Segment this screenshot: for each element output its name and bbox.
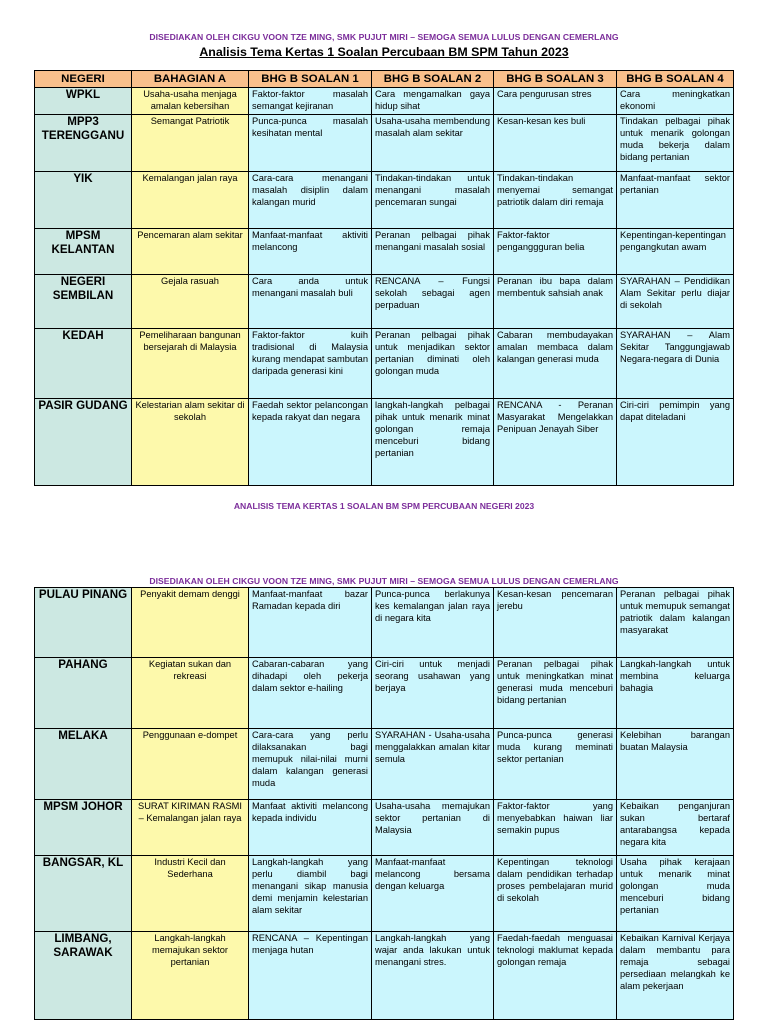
cell-negeri: MPSM KELANTAN xyxy=(35,229,132,275)
cell-negeri: PAHANG xyxy=(35,658,132,729)
cell-soalan-1: Faktor-faktor kuih tradisional di Malaysia kurang mendapat sambutan daripada generasi kini xyxy=(249,329,372,399)
cell-soalan-2: SYARAHAN - Usaha-usaha menggalakkan amalan kitar semula xyxy=(372,729,494,800)
cell-soalan-3: Peranan pelbagai pihak untuk meningkatkan minat generasi muda menceburi bidang pertanian xyxy=(494,658,617,729)
table-row xyxy=(35,729,734,800)
cell-soalan-3: Cabaran membudayakan amalan membaca dalam kalangan generasi muda xyxy=(494,329,617,399)
cell-bahagian-a: SURAT KIRIMAN RASMI – Kemalangan jalan raya xyxy=(132,800,249,856)
table-row xyxy=(35,856,734,932)
cell-soalan-3: Faedah-faedah menguasai teknologi maklumat kepada golongan remaja xyxy=(494,932,617,1020)
cell-negeri: PASIR GUDANG xyxy=(35,399,132,486)
header-bhg-b-soalan-1: BHG B SOALAN 1 xyxy=(249,71,372,88)
cell-soalan-3: RENCANA - Peranan Masyarakat Mengelakkan Penipuan Jenayah Siber xyxy=(494,399,617,486)
header-bhg-b-soalan-4: BHG B SOALAN 4 xyxy=(617,71,734,88)
table-row xyxy=(35,172,734,229)
cell-soalan-4: Tindakan pelbagai pihak untuk menarik golongan muda bekerja dalam bidang pertanian xyxy=(617,115,734,172)
cell-soalan-3: Kepentingan teknologi dalam pendidikan terhadap proses pembelajaran murid di sekolah xyxy=(494,856,617,932)
cell-negeri: WPKL xyxy=(35,88,132,115)
cell-soalan-3: Faktor-faktor yang menyebabkan haiwan liar semakin pupus xyxy=(494,800,617,856)
table-row xyxy=(35,399,734,486)
cell-soalan-4: Manfaat-manfaat sektor pertanian xyxy=(617,172,734,229)
table-row xyxy=(35,932,734,1020)
cell-bahagian-a: Pemeliharaan bangunan bersejarah di Malaysia xyxy=(132,329,249,399)
cell-soalan-1: Manfaat-manfaat aktiviti melancong xyxy=(249,229,372,275)
cell-soalan-2: Tindakan-tindakan untuk menangani masalah pencemaran sungai xyxy=(372,172,494,229)
cell-bahagian-a: Langkah-langkah memajukan sektor pertanian xyxy=(132,932,249,1020)
cell-bahagian-a: Kemalangan jalan raya xyxy=(132,172,249,229)
cell-soalan-4: Kebaikan penganjuran sukan bertaraf antarabangsa kepada negara kita xyxy=(617,800,734,856)
cell-negeri: KEDAH xyxy=(35,329,132,399)
table-row xyxy=(35,588,734,658)
cell-soalan-2: Cara mengamalkan gaya hidup sihat xyxy=(372,88,494,115)
header-negeri: NEGERI xyxy=(35,71,132,88)
cell-soalan-3: Tindakan-tindakan menyemai semangat patriotik dalam diri remaja xyxy=(494,172,617,229)
cell-soalan-3: Punca-punca generasi muda kurang meminati sektor pertanian xyxy=(494,729,617,800)
credit-line-second: DISEDIAKAN OLEH CIKGU VOON TZE MING, SMK PUJUT MIRI – SEMOGA SEMUA LULUS DENGAN CEMERLANG xyxy=(149,576,619,586)
theme-table-2 xyxy=(34,587,734,1020)
cell-soalan-2: Peranan pelbagai pihak menangani masalah sosial xyxy=(372,229,494,275)
table-row xyxy=(35,115,734,172)
cell-negeri: YIK xyxy=(35,172,132,229)
cell-soalan-4: SYARAHAN – Alam Sekitar Tanggungjawab Negara-negara di Dunia xyxy=(617,329,734,399)
table-row xyxy=(35,329,734,399)
table-row xyxy=(35,658,734,729)
cell-soalan-2: langkah-langkah pelbagai pihak untuk menarik minat golongan remaja menceburi bidang pertanian xyxy=(372,399,494,486)
cell-soalan-2: Langkah-langkah yang wajar anda lakukan untuk menangani stres. xyxy=(372,932,494,1020)
header-bhg-b-soalan-3: BHG B SOALAN 3 xyxy=(494,71,617,88)
cell-bahagian-a: Kegiatan sukan dan rekreasi xyxy=(132,658,249,729)
cell-soalan-3: Peranan ibu bapa dalam membentuk sahsiah anak xyxy=(494,275,617,329)
cell-soalan-2: Punca-punca berlakunya kes kemalangan jalan raya di negara kita xyxy=(372,588,494,658)
cell-soalan-1: Cara anda untuk menangani masalah buli xyxy=(249,275,372,329)
cell-bahagian-a: Industri Kecil dan Sederhana xyxy=(132,856,249,932)
cell-soalan-4: Kepentingan-kepentingan pengangkutan awam xyxy=(617,229,734,275)
cell-soalan-4: Peranan pelbagai pihak untuk memupuk semangat patriotik dalam kalangan masyarakat xyxy=(617,588,734,658)
cell-soalan-1: Cara-cara menangani masalah disiplin dalam kalangan murid xyxy=(249,172,372,229)
cell-soalan-4: Kebaikan Karnival Kerjaya dalam membantu para remaja sebagai persediaan melangkah ke alam pekerjaan xyxy=(617,932,734,1020)
cell-bahagian-a: Penggunaan e-dompet xyxy=(132,729,249,800)
cell-soalan-1: Manfaat-manfaat bazar Ramadan kepada diri xyxy=(249,588,372,658)
cell-negeri: BANGSAR, KL xyxy=(35,856,132,932)
cell-bahagian-a: Semangat Patriotik xyxy=(132,115,249,172)
cell-soalan-4: Langkah-langkah untuk membina keluarga bahagia xyxy=(617,658,734,729)
cell-negeri: MELAKA xyxy=(35,729,132,800)
cell-bahagian-a: Gejala rasuah xyxy=(132,275,249,329)
cell-bahagian-a: Usaha-usaha menjaga amalan kebersihan xyxy=(132,88,249,115)
cell-soalan-1: Langkah-langkah yang perlu diambil bagi menangani sikap manusia demi menjamin kelestarian alam sekitar xyxy=(249,856,372,932)
cell-soalan-1: Cabaran-cabaran yang dihadapi oleh pekerja dalam sektor e-hailing xyxy=(249,658,372,729)
table-row xyxy=(35,800,734,856)
header-bhg-b-soalan-2: BHG B SOALAN 2 xyxy=(372,71,494,88)
cell-negeri: MPSM JOHOR xyxy=(35,800,132,856)
cell-negeri: LIMBANG, SARAWAK xyxy=(35,932,132,1020)
analysis-caption: ANALISIS TEMA KERTAS 1 SOALAN BM SPM PERCUBAAN NEGERI 2023 xyxy=(233,501,535,511)
cell-soalan-1: Cara-cara yang perlu dilaksanakan bagi memupuk nilai-nilai murni dalam kalangan generasi muda xyxy=(249,729,372,800)
cell-soalan-2: Manfaat-manfaat melancong bersama dengan keluarga xyxy=(372,856,494,932)
cell-soalan-1: Faedah sektor pelancongan kepada rakyat dan negara xyxy=(249,399,372,486)
table-row xyxy=(35,88,734,115)
cell-negeri: MPP3 TERENGGANU xyxy=(35,115,132,172)
cell-soalan-3: Cara pengurusan stres xyxy=(494,88,617,115)
cell-soalan-4: SYARAHAN – Pendidikan Alam Sekitar perlu diajar di sekolah xyxy=(617,275,734,329)
cell-soalan-1: Manfaat aktiviti melancong kepada individu xyxy=(249,800,372,856)
cell-soalan-2: Ciri-ciri untuk menjadi seorang usahawan yang berjaya xyxy=(372,658,494,729)
cell-soalan-3: Kesan-kesan pencemaran jerebu xyxy=(494,588,617,658)
cell-soalan-4: Kelebihan barangan buatan Malaysia xyxy=(617,729,734,800)
cell-soalan-1: Faktor-faktor masalah semangat kejiranan xyxy=(249,88,372,115)
cell-soalan-1: RENCANA – Kepentingan menjaga hutan xyxy=(249,932,372,1020)
cell-soalan-3: Kesan-kesan kes buli xyxy=(494,115,617,172)
cell-soalan-2: Usaha-usaha membendung masalah alam sekitar xyxy=(372,115,494,172)
cell-soalan-4: Cara meningkatkan ekonomi xyxy=(617,88,734,115)
cell-soalan-1: Punca-punca masalah kesihatan mental xyxy=(249,115,372,172)
cell-bahagian-a: Pencemaran alam sekitar xyxy=(132,229,249,275)
table-row xyxy=(35,229,734,275)
credit-line-top: DISEDIAKAN OLEH CIKGU VOON TZE MING, SMK PUJUT MIRI – SEMOGA SEMUA LULUS DENGAN CEMERLANG xyxy=(149,32,619,42)
cell-soalan-2: Usaha-usaha memajukan sektor pertanian di Malaysia xyxy=(372,800,494,856)
cell-soalan-4: Ciri-ciri pemimpin yang dapat diteladani xyxy=(617,399,734,486)
table-row xyxy=(35,275,734,329)
cell-bahagian-a: Kelestarian alam sekitar di sekolah xyxy=(132,399,249,486)
cell-negeri: NEGERI SEMBILAN xyxy=(35,275,132,329)
theme-table-1 xyxy=(34,70,734,486)
header-bahagian-a: BAHAGIAN A xyxy=(132,71,249,88)
cell-bahagian-a: Penyakit demam denggi xyxy=(132,588,249,658)
document-title: Analisis Tema Kertas 1 Soalan Percubaan BM SPM Tahun 2023 xyxy=(199,45,569,59)
cell-negeri: PULAU PINANG xyxy=(35,588,132,658)
cell-soalan-2: Peranan pelbagai pihak untuk menjadikan sektor pertanian diminati oleh golongan muda xyxy=(372,329,494,399)
cell-soalan-3: Faktor-faktor penganggguran belia xyxy=(494,229,617,275)
cell-soalan-2: RENCANA – Fungsi sekolah sebagai agen perpaduan xyxy=(372,275,494,329)
cell-soalan-4: Usaha pihak kerajaan untuk menarik minat golongan muda menceburi bidang pertanian xyxy=(617,856,734,932)
